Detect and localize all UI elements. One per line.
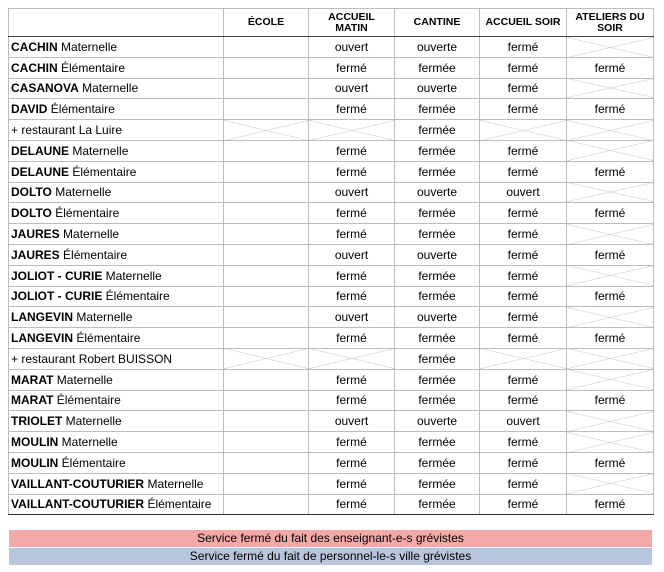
school-type: Maternelle (51, 185, 112, 200)
school-name: DAVID (11, 102, 48, 117)
not-applicable-cell (567, 182, 654, 203)
not-applicable-cell (567, 37, 654, 58)
status-matin: fermé (309, 390, 395, 411)
table-body (9, 37, 654, 515)
school-name-cell (9, 224, 224, 245)
status-soir: fermé (480, 224, 567, 245)
status-ecole (224, 37, 309, 58)
table-row (9, 390, 654, 411)
status-matin: fermé (309, 99, 395, 120)
school-type: Maternelle (69, 143, 129, 158)
not-applicable-cell (224, 120, 309, 141)
status-cantine: fermée (395, 265, 480, 286)
status-matin: fermé (309, 494, 395, 515)
not-applicable-cell (309, 120, 395, 141)
school-name: CACHIN (11, 39, 58, 54)
status-cantine: fermée (395, 390, 480, 411)
table-row (9, 369, 654, 390)
school-type: Maternelle (57, 39, 118, 54)
school-name-cell (9, 348, 224, 369)
header-ateliers: ATELIERS DU SOIR (567, 9, 654, 37)
status-ecole (224, 265, 309, 286)
status-ateliers: fermé (567, 203, 654, 224)
school-name: MARAT (11, 393, 54, 408)
school-type: Élémentaire (59, 247, 128, 262)
status-matin: ouvert (309, 411, 395, 432)
not-applicable-cell (567, 307, 654, 328)
table-row (9, 78, 654, 99)
status-matin: fermé (309, 224, 395, 245)
not-applicable-cell (567, 224, 654, 245)
school-type: Élémentaire (47, 102, 115, 117)
table-row (9, 120, 654, 141)
status-cantine: ouverte (395, 307, 480, 328)
status-soir: fermé (480, 57, 567, 78)
school-name-cell (9, 37, 224, 58)
status-ateliers: fermé (567, 57, 654, 78)
not-applicable-cell (567, 411, 654, 432)
school-name-cell (9, 452, 224, 473)
school-type: Élémentaire (102, 289, 170, 304)
school-name: VAILLANT-COUTURIER (11, 476, 145, 491)
school-name-cell (9, 244, 224, 265)
status-soir: fermé (480, 307, 567, 328)
school-services-table (8, 8, 654, 515)
school-type: + restaurant Robert BUISSON (11, 351, 173, 366)
status-soir: fermé (480, 140, 567, 161)
school-name: JAURES (11, 227, 60, 242)
status-cantine: fermée (395, 57, 480, 78)
status-soir: fermé (480, 473, 567, 494)
school-name-cell (9, 182, 224, 203)
status-cantine: fermée (395, 140, 480, 161)
school-type: Élémentaire (53, 393, 121, 408)
header-cantine: CANTINE (395, 9, 480, 37)
table-row (9, 182, 654, 203)
status-ecole (224, 452, 309, 473)
not-applicable-cell (567, 120, 654, 141)
table-row (9, 203, 654, 224)
school-name: DELAUNE (11, 143, 70, 158)
school-name: DELAUNE (11, 164, 70, 179)
status-matin: fermé (309, 57, 395, 78)
school-name-cell (9, 140, 224, 161)
status-cantine: ouverte (395, 411, 480, 432)
status-ecole (224, 390, 309, 411)
school-type: Maternelle (53, 372, 113, 387)
status-soir: fermé (480, 161, 567, 182)
status-ateliers: fermé (567, 99, 654, 120)
status-matin: ouvert (309, 37, 395, 58)
status-soir: fermé (480, 432, 567, 453)
table-row (9, 57, 654, 78)
status-ecole (224, 286, 309, 307)
status-soir: fermé (480, 494, 567, 515)
table-header-row (9, 9, 654, 37)
status-matin: fermé (309, 203, 395, 224)
status-matin: fermé (309, 140, 395, 161)
legend-teachers-strike: Service fermé du fait des enseignant-e-s grévistes (9, 530, 652, 547)
not-applicable-cell (480, 348, 567, 369)
school-type: Maternelle (62, 414, 122, 429)
table-row (9, 452, 654, 473)
school-name: LANGEVIN (11, 310, 74, 325)
table-row (9, 244, 654, 265)
table-row (9, 411, 654, 432)
not-applicable-cell (309, 348, 395, 369)
status-matin: fermé (309, 369, 395, 390)
school-name-cell (9, 120, 224, 141)
status-ateliers: fermé (567, 161, 654, 182)
school-name-cell (9, 161, 224, 182)
status-ecole (224, 203, 309, 224)
status-cantine: fermée (395, 99, 480, 120)
table-row (9, 432, 654, 453)
school-type: Maternelle (78, 81, 139, 96)
status-cantine: fermée (395, 432, 480, 453)
school-name: DOLTO (11, 206, 52, 221)
status-ecole (224, 140, 309, 161)
school-name-cell (9, 203, 224, 224)
school-name: DOLTO (11, 185, 52, 200)
school-name: CASANOVA (11, 81, 79, 96)
header-ecole: ÉCOLE (224, 9, 309, 37)
school-name: JAURES (11, 247, 60, 262)
school-type: Élémentaire (144, 497, 212, 512)
school-name-cell (9, 411, 224, 432)
not-applicable-cell (567, 140, 654, 161)
status-cantine: fermée (395, 286, 480, 307)
status-matin: fermé (309, 432, 395, 453)
status-ecole (224, 244, 309, 265)
school-name-cell (9, 494, 224, 515)
status-ecole (224, 473, 309, 494)
status-ecole (224, 494, 309, 515)
legend-staff-strike: Service fermé du fait de personnel-le-s ville grévistes (9, 548, 652, 565)
table-row (9, 307, 654, 328)
status-soir: fermé (480, 244, 567, 265)
school-name: VAILLANT-COUTURIER (11, 497, 145, 512)
status-cantine: fermée (395, 224, 480, 245)
school-name: MOULIN (11, 435, 59, 450)
school-name: MOULIN (11, 455, 59, 470)
school-type: Maternelle (58, 435, 118, 450)
status-ecole (224, 328, 309, 349)
school-type: Élémentaire (73, 331, 141, 346)
not-applicable-cell (567, 78, 654, 99)
status-matin: ouvert (309, 78, 395, 99)
school-name-cell (9, 78, 224, 99)
status-cantine: ouverte (395, 37, 480, 58)
school-name: MARAT (11, 372, 54, 387)
school-type: Maternelle (144, 476, 204, 491)
status-ateliers: fermé (567, 328, 654, 349)
school-name-cell (9, 390, 224, 411)
status-matin: fermé (309, 473, 395, 494)
status-ecole (224, 57, 309, 78)
school-type: Élémentaire (57, 60, 126, 75)
table-row (9, 348, 654, 369)
status-cantine: fermée (395, 452, 480, 473)
status-matin: fermé (309, 328, 395, 349)
school-name-cell (9, 57, 224, 78)
status-soir: fermé (480, 390, 567, 411)
not-applicable-cell (567, 348, 654, 369)
status-ecole (224, 224, 309, 245)
header-accueil-matin: ACCUEIL MATIN (309, 9, 395, 37)
header-accueil-soir: ACCUEIL SOIR (480, 9, 567, 37)
status-cantine: fermée (395, 328, 480, 349)
status-soir: fermé (480, 78, 567, 99)
status-matin: ouvert (309, 244, 395, 265)
status-soir: ouvert (480, 411, 567, 432)
table-row (9, 224, 654, 245)
status-ateliers: fermé (567, 244, 654, 265)
table-row (9, 286, 654, 307)
status-soir: ouvert (480, 182, 567, 203)
school-type: Élémentaire (58, 455, 126, 470)
status-cantine: fermée (395, 203, 480, 224)
status-soir: fermé (480, 328, 567, 349)
status-ecole (224, 161, 309, 182)
status-matin: fermé (309, 286, 395, 307)
school-name-cell (9, 473, 224, 494)
table-row (9, 37, 654, 58)
table-row (9, 328, 654, 349)
school-name-cell (9, 432, 224, 453)
school-name: JOLIOT - CURIE (11, 268, 103, 283)
status-soir: fermé (480, 369, 567, 390)
status-ecole (224, 78, 309, 99)
school-name-cell (9, 369, 224, 390)
school-name: TRIOLET (11, 414, 63, 429)
status-cantine: fermée (395, 473, 480, 494)
school-type: + restaurant La Luire (11, 123, 123, 138)
status-cantine: fermée (395, 161, 480, 182)
not-applicable-cell (224, 348, 309, 369)
school-name-cell (9, 307, 224, 328)
status-matin: fermé (309, 161, 395, 182)
table-row (9, 99, 654, 120)
status-ecole (224, 307, 309, 328)
status-cantine: fermée (395, 369, 480, 390)
status-cantine: fermée (395, 120, 480, 141)
status-ecole (224, 369, 309, 390)
school-type: Maternelle (102, 268, 162, 283)
school-name-cell (9, 99, 224, 120)
school-type: Élémentaire (51, 206, 120, 221)
status-matin: fermé (309, 265, 395, 286)
status-ecole (224, 182, 309, 203)
school-name: LANGEVIN (11, 331, 74, 346)
status-cantine: ouverte (395, 244, 480, 265)
table-row (9, 473, 654, 494)
not-applicable-cell (480, 120, 567, 141)
status-soir: fermé (480, 265, 567, 286)
table-row (9, 161, 654, 182)
school-type: Maternelle (59, 227, 120, 242)
status-matin: fermé (309, 452, 395, 473)
school-type: Élémentaire (69, 164, 137, 179)
school-name-cell (9, 286, 224, 307)
status-soir: fermé (480, 286, 567, 307)
status-ecole (224, 411, 309, 432)
table-row (9, 265, 654, 286)
school-name: JOLIOT - CURIE (11, 289, 103, 304)
status-soir: fermé (480, 99, 567, 120)
status-ateliers: fermé (567, 286, 654, 307)
status-soir: fermé (480, 452, 567, 473)
status-ateliers: fermé (567, 452, 654, 473)
status-ecole (224, 99, 309, 120)
status-soir: fermé (480, 203, 567, 224)
status-cantine: fermée (395, 494, 480, 515)
not-applicable-cell (567, 265, 654, 286)
school-name-cell (9, 265, 224, 286)
status-cantine: ouverte (395, 182, 480, 203)
school-type: Maternelle (73, 310, 133, 325)
status-ecole (224, 432, 309, 453)
status-cantine: ouverte (395, 78, 480, 99)
school-name-cell (9, 328, 224, 349)
header-school-name (9, 9, 224, 37)
table-row (9, 140, 654, 161)
status-matin: ouvert (309, 182, 395, 203)
status-ateliers: fermé (567, 390, 654, 411)
not-applicable-cell (567, 473, 654, 494)
school-name: CACHIN (11, 60, 58, 75)
status-cantine: fermée (395, 348, 480, 369)
status-ateliers: fermé (567, 494, 654, 515)
status-soir: fermé (480, 37, 567, 58)
not-applicable-cell (567, 432, 654, 453)
not-applicable-cell (567, 369, 654, 390)
status-matin: ouvert (309, 307, 395, 328)
table-row (9, 494, 654, 515)
